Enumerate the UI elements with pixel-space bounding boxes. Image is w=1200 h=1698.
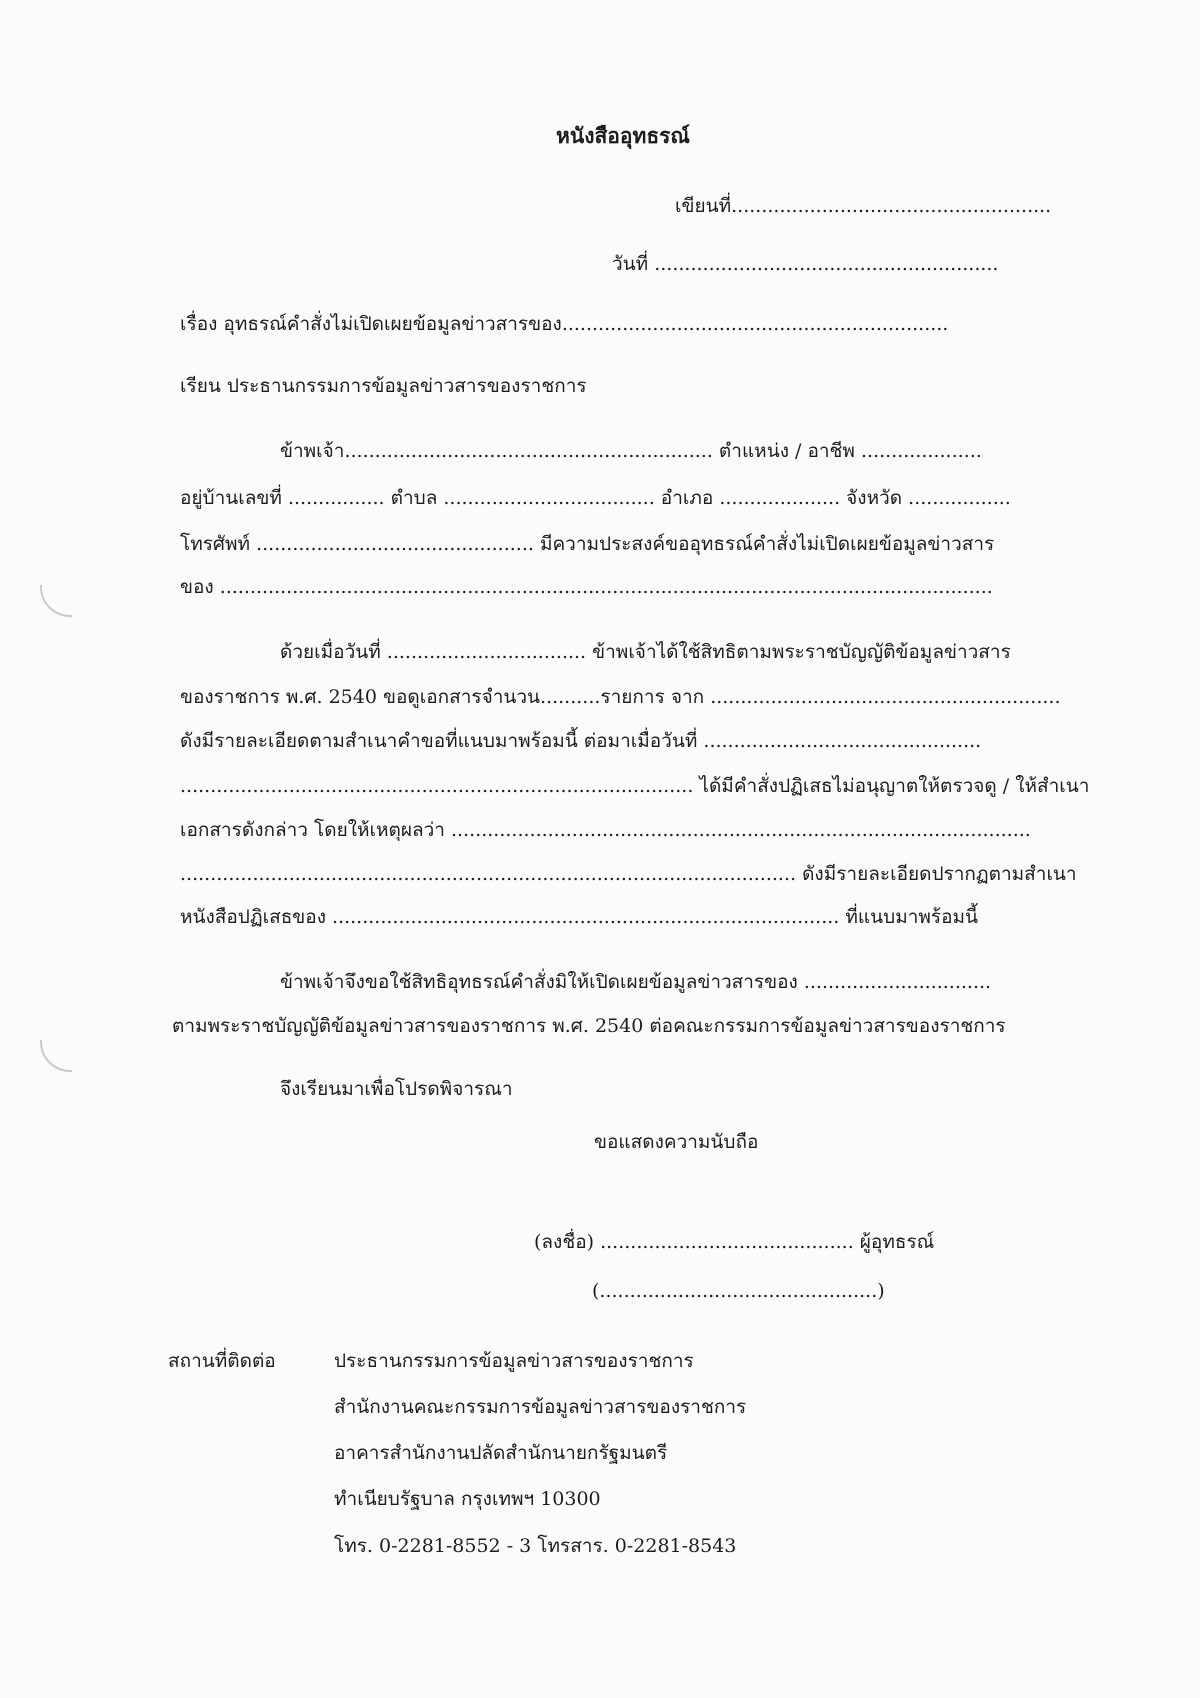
contact-address-line: ทำเนียบรัฐบาล กรุงเทพฯ 10300 bbox=[334, 1488, 601, 1510]
phone-line: โทรศัพท์ .............................................. มีความประสงค์ขออุทธรณ์คำสั่งไม่เปิดเผยข้อมูลข่าวสาร bbox=[180, 533, 995, 555]
contact-address-line: ประธานกรรมการข้อมูลข่าวสารของราชการ bbox=[334, 1350, 694, 1372]
punch-hole-mark bbox=[40, 1040, 72, 1072]
contact-address-line: อาคารสำนักงานปลัดสำนักนายกรัฐมนตรี bbox=[334, 1442, 668, 1464]
request-date-line: ด้วยเมื่อวันที่ ................................. ข้าพเจ้าได้ใช้สิทธิตามพระราชบัญญัติข้อมูลข่าวสาร bbox=[280, 641, 1011, 663]
punch-hole-mark bbox=[40, 585, 72, 617]
appeal-right-line: ข้าพเจ้าจึงขอใช้สิทธิอุทธรณ์คำสั่งมิให้เปิดเผยข้อมูลข่าวสารของ ............................... bbox=[280, 971, 992, 993]
subject-line: เรื่อง อุทธรณ์คำสั่งไม่เปิดเผยข้อมูลข่าวสารของ................................................................ bbox=[180, 313, 949, 335]
contact-label: สถานที่ติดต่อ bbox=[168, 1350, 276, 1372]
date-field: วันที่ ......................................................... bbox=[612, 253, 999, 275]
closing-line: ขอแสดงความนับถือ bbox=[594, 1131, 759, 1153]
addressee-line: เรียน ประธานกรรมการข้อมูลข่าวสารของราชการ bbox=[180, 375, 587, 397]
refusal-line: ..................................................................................... ได้มีคำสั่งปฏิเสธไม่อนุญาตให้ตรวจดู / ให้สำเนา bbox=[180, 775, 1090, 797]
reason-line: เอกสารดังกล่าว โดยให้เหตุผลว่า ................................................................................................ bbox=[180, 819, 1031, 841]
request-consideration-line: จึงเรียนมาเพื่อโปรดพิจารณา bbox=[280, 1078, 513, 1100]
agency-line: ของ ................................................................................................................................ bbox=[180, 576, 993, 598]
written-at-field: เขียนที่..................................................... bbox=[675, 195, 1052, 217]
signature-line: (ลงชื่อ) .......................................... ผู้อุทธรณ์ bbox=[534, 1231, 935, 1253]
form-title: หนังสืออุทธรณ์ bbox=[556, 123, 690, 148]
signature-name-line: (..............................................) bbox=[592, 1280, 885, 1302]
document-count-line: ของราชการ พ.ศ. 2540 ขอดูเอกสารจำนวน..........รายการ จาก .......................................................... bbox=[180, 686, 1061, 708]
applicant-name-line: ข้าพเจ้า............................................................. ตำแหน่ง / อาชีพ .................... bbox=[280, 440, 982, 462]
contact-phone-line: โทร. 0-2281-8552 - 3 โทรสาร. 0-2281-8543 bbox=[334, 1535, 737, 1557]
act-reference-line: ตามพระราชบัญญัติข้อมูลข่าวสารของราชการ พ.ศ. 2540 ต่อคณะกรรมการข้อมูลข่าวสารของราชการ bbox=[172, 1015, 1006, 1037]
refusal-letter-line: หนังสือปฏิเสธของ .................................................................................... ที่แนบมาพร้อมนี้ bbox=[180, 906, 979, 928]
contact-address-line: สำนักงานคณะกรรมการข้อมูลข่าวสารของราชการ bbox=[334, 1396, 747, 1418]
reason-continued-line: ...................................................................................................... ดังมีรายละเอียดปรากฏตามสำเนา bbox=[180, 863, 1077, 885]
address-line: อยู่บ้านเลขที่ ................ ตำบล ................................... อำเภอ .................... จังหวัด ................. bbox=[180, 487, 1011, 509]
later-date-line: ดังมีรายละเอียดตามสำเนาคำขอที่แนบมาพร้อมนี้ ต่อมาเมื่อวันที่ .............................................. bbox=[180, 730, 982, 752]
